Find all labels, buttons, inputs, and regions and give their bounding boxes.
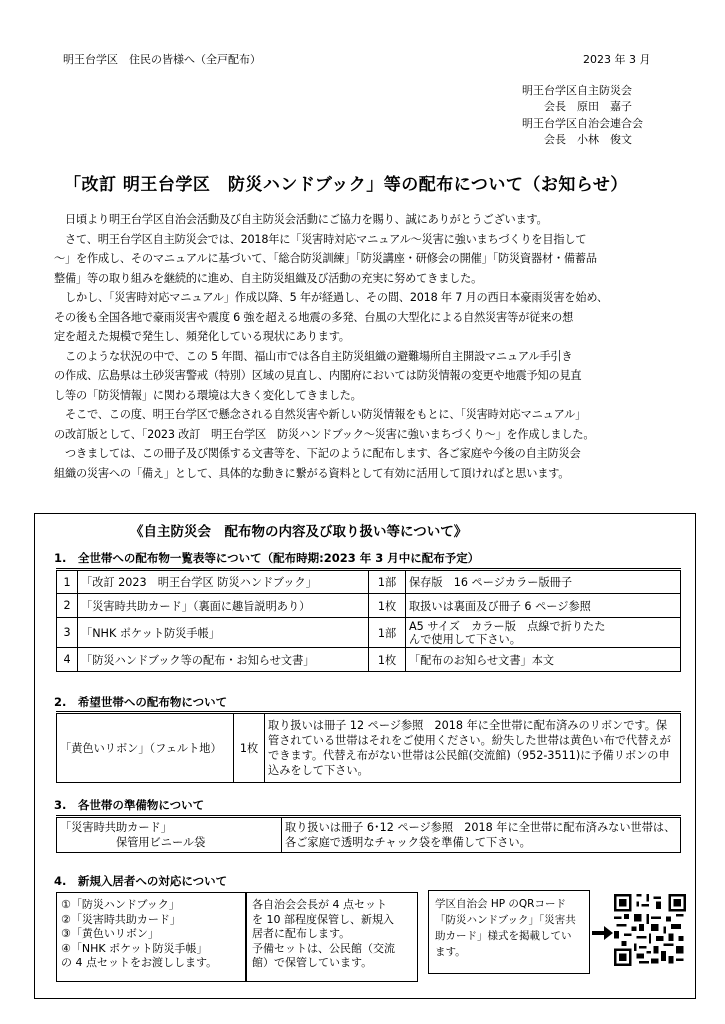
- section3-table: [56, 815, 681, 853]
- row-note: 取扱いは裏面及び冊子 6 ページ参照: [406, 594, 681, 618]
- new-resident-list: [56, 892, 246, 982]
- note-line: 居者に配布します。: [252, 927, 351, 940]
- note-line: 予備セットは、公民館（交流: [252, 941, 395, 955]
- table-row: [57, 594, 681, 618]
- row-qty: 1枚: [369, 594, 406, 618]
- table-row: [57, 570, 681, 594]
- qr-code[interactable]: [614, 893, 686, 967]
- row-item: 「改訂 2023 明王台学区 防災ハンドブック」: [78, 570, 369, 594]
- body-line: 整備」等の取り組みを継続的に進め、自主防災組織及び活動の充実に努めてきました。: [54, 271, 483, 285]
- row-number: 3: [57, 618, 78, 648]
- body-line: このような状況の中で、この 5 年間、福山市では各自主防災組織の避難場所自主開設マニュアル手引き: [54, 349, 573, 363]
- section2-table: [56, 711, 681, 783]
- note-line: 館）で保管しています。: [252, 956, 373, 969]
- body-line: そこで、この度、明王台学区で懸念される自然災害や新しい防災情報をもとに、「災害時対応マニュアル」: [54, 408, 587, 421]
- org-person-2: 会長 小林 俊文: [544, 133, 632, 146]
- list-item: の 4 点セットをお渡しします。: [61, 956, 218, 969]
- body-line: その後も全国各地で豪雨災害や震度 6 強を超える地震の多発、台風の大型化による自然災害等が従来の想: [54, 310, 574, 324]
- body-line: つきましては、この冊子及び関係する文書等を、下記のように配布します、各ご家庭や今後の自主防災会: [54, 447, 581, 460]
- org-name-2: 明王台学区自治会連合会: [522, 117, 643, 130]
- list-item: ④「NHK ポケット防災手帳」: [61, 941, 208, 955]
- arrow-right-icon: [592, 925, 614, 941]
- body-line: 定を超えた規模で発生し、頻発化している現状にあります。: [54, 330, 350, 343]
- frame-title: 《自主防災会 配布物の内容及び取り扱い等について》: [130, 524, 468, 540]
- qr-info-line: 学区自治会 HP のQRコード: [435, 898, 566, 910]
- list-item: ①「防災ハンドブック」: [61, 898, 180, 911]
- row-note: 取り扱いは冊子 12 ページ参照 2018 年に全世帯に配布済みのリボンです。保管されている世帯はそれをご使用ください。紛失した世帯は黄色い布で代替えができます。代替え布がない世帯は公民館(交流館)（952-3511)に予備リボンの申込みをして下さい。: [265, 713, 681, 783]
- note-line: 各自治会会長が 4 点セット: [252, 898, 387, 911]
- row-note: 「配布のお知らせ文書」本文: [406, 648, 681, 672]
- row-note: 取り扱いは冊子 6･12 ページ参照 2018 年に全世帯に配布済みない世帯は、各ご家庭で透明なチャック袋を準備して下さい。: [282, 817, 681, 853]
- row-item: 「NHK ポケット防災手帳」: [78, 618, 369, 648]
- row-number: 4: [57, 648, 78, 672]
- section2-heading: 2. 希望世帯への配布物について: [54, 695, 228, 709]
- qr-info-line: 「防災ハンドブック」「災害共: [435, 914, 576, 926]
- body-line: ～」を作成し、そのマニュアルに基づいて、「総合防災訓練」「防災講座・研修会の開催」「防災資器材・備蓄品: [54, 252, 597, 265]
- body-line: 組織の災害への「備え」として、具体的な動きに繋がる資料として有効に活用して頂ければと思います。: [54, 466, 570, 480]
- table-row: [57, 648, 681, 672]
- list-item: ③「黄色いリボン」: [61, 927, 159, 940]
- body-line: 日頃より明王台学区自治会活動及び自主防災会活動にご協力を賜り、誠にありがとうございます。: [54, 213, 548, 226]
- list-item: ②「災害時共助カード」: [61, 912, 181, 926]
- section3-heading: 3. 各世帯の準備物について: [54, 798, 205, 812]
- body-text: [54, 210, 694, 483]
- row-note: 保存版 16 ページカラー版冊子: [406, 570, 681, 594]
- table-row: [57, 817, 681, 853]
- new-resident-note: [246, 892, 418, 982]
- section1-heading: 1. 全世帯への配布物一覧表等について（配布時期:2023 年 3 月中に配布予定）: [54, 551, 480, 565]
- body-line: しかし、「災害時対応マニュアル」作成以降、5 年が経過し、その間、2018 年 7 月の西日本豪雨災害を始め、: [54, 291, 608, 304]
- row-number: 1: [57, 570, 78, 594]
- qr-info-box: [428, 890, 590, 974]
- row-qty: 1部: [369, 570, 406, 594]
- row-item: [57, 817, 282, 853]
- row-item: 「防災ハンドブック等の配布・お知らせ文書」: [78, 648, 369, 672]
- qr-info-line: ます。: [435, 946, 466, 958]
- table-row: [57, 713, 681, 783]
- qr-info-line: 助カード」様式を掲載してい: [435, 930, 572, 942]
- note-line: を 10 部程度保管し、新規入: [252, 912, 394, 926]
- table-row: [57, 618, 681, 648]
- org-person-1: 会長 原田 嘉子: [544, 100, 632, 113]
- body-line: さて、明王台学区自主防災会では、2018年に「災害時対応マニュアル～災害に強いまちづくりを目指して: [54, 232, 587, 246]
- section4-heading: 4. 新規入居者への対応について: [54, 874, 228, 888]
- page-title: 「改訂 明王台学区 防災ハンドブック」等の配布について（お知らせ）: [64, 175, 628, 195]
- row-number: 2: [57, 594, 78, 618]
- body-line: の作成、広島県は土砂災害警戒（特別）区域の見直し、内閣府においては防災情報の変更や地震予知の見直: [54, 369, 582, 382]
- item-line: 保管用ビニール袋: [116, 836, 206, 849]
- row-qty: 1枚: [234, 713, 265, 783]
- body-line: し等の「防災情報」に関わる環境は大きく変化してきました。: [54, 388, 362, 402]
- body-line: の改訂版として、「2023 改訂 明王台学区 防災ハンドブック～災害に強いまちづくり～」を作成しました。: [54, 427, 595, 441]
- row-item: 「黄色いリボン」（フェルト地）: [57, 713, 234, 783]
- section1-table: [56, 568, 681, 672]
- item-line: 「災害時共助カード」: [60, 821, 172, 834]
- row-qty: 1枚: [369, 648, 406, 672]
- org-name-1: 明王台学区自主防災会: [522, 84, 632, 97]
- issue-date: 2023 年 3 月: [583, 53, 651, 66]
- row-item: 「災害時共助カード」（裏面に趣旨説明あり）: [78, 594, 369, 618]
- recipient-line: 明王台学区 住民の皆様へ（全戸配布）: [63, 53, 261, 66]
- row-qty: 1部: [369, 618, 406, 648]
- row-note: A5 サイズ カラー版 点線で折りたた んで使用して下さい。: [406, 618, 681, 648]
